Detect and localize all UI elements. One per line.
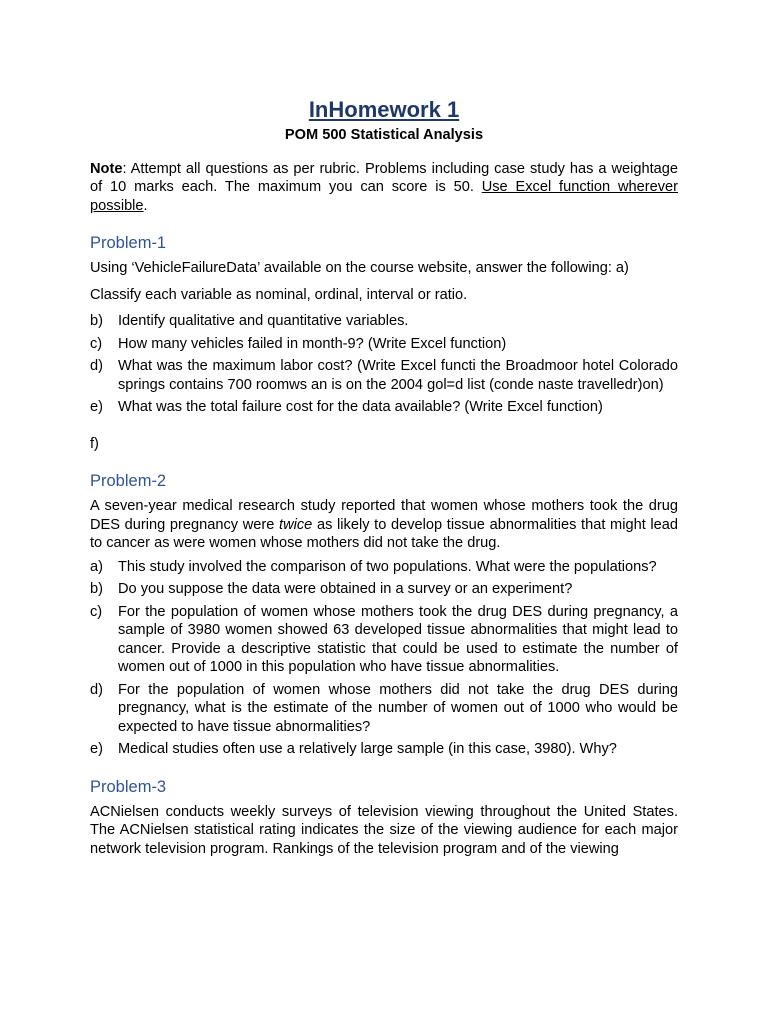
problem-1-item-f: f) (90, 435, 99, 452)
list-item: d) What was the maximum labor cost? (Write Excel functi the Broadmoor hotel Colorado springs contains 700 roomws an is on the 2004 gol=d list (conde naste travelledr)on) (90, 358, 678, 393)
note-label: Note (90, 160, 123, 177)
list-item: c) How many vehicles failed in month-9? (Write Excel function) (90, 335, 507, 352)
list-item: a) This study involved the comparison of two populations. What were the populations? (90, 558, 657, 575)
problem-1-list (90, 312, 678, 417)
list-item: e) Medical studies often use a relatively large sample (in this case, 3980). Why? (90, 741, 617, 757)
list-item: d) For the population of women whose mothers did not take the drug DES during pregnancy, what is the estimate of the number of women out of 1000 who would be expected to have tissue abnormalities? (90, 681, 678, 735)
problem-2-list (90, 558, 678, 759)
list-item: e) What was the total failure cost for the data available? (Write Excel function) (90, 399, 603, 415)
problem-3-intro: ACNielsen conducts weekly surveys of television viewing throughout the United States. The ACNielsen statistical rating indicates the size of the viewing audience for each major network television program. Rankings of the television program and of the viewing (90, 803, 678, 857)
list-item: b) Do you suppose the data were obtained in a survey or an experiment? (90, 581, 573, 597)
note-excel-link: Use Excel function wherever (481, 179, 678, 195)
list-item: b) Identify qualitative and quantitative variables. (90, 313, 409, 329)
problem-1-item-a: Classify each variable as nominal, ordinal, interval or ratio. (90, 286, 468, 303)
note-text: : Attempt all questions as per rubric. Problems including case study has a weightage of 10 marks each. The maximum you can score is 50. (90, 160, 678, 195)
note-paragraph: Note: Attempt all questions as per rubric. Problems including case study has a weightage of 10 marks each. The maximum you can score is 50. Use Excel function wherever possible. (90, 160, 678, 214)
list-item: c) For the population of women whose mothers took the drug DES during pregnancy, a sample of 3980 women showed 63 developed tissue abnormalities that might lead to cancer. Provide a descriptive statistic that could be used to estimate the number of women out of 1000 in this population who have tissue abnormalities. (90, 603, 678, 675)
note-possible-link: possible (90, 197, 144, 214)
document-subtitle: POM 500 Statistical Analysis (284, 127, 484, 143)
problem-2-heading: Problem-2 (90, 472, 167, 490)
problem-2-intro: A seven-year medical research study reported that women whose mothers took the drug DES during pregnancy were twice as likely to develop tissue abnormalities that might lead to cancer as were women whose mothers did not take the drug. (90, 498, 679, 551)
document-page (90, 96, 678, 858)
document-title: InHomework 1 (308, 97, 460, 122)
problem-3-heading: Problem-3 (90, 777, 167, 796)
problem-1-intro: Using ‘VehicleFailureData’ available on the course website, answer the following: a) (90, 260, 629, 276)
problem-1-heading: Problem-1 (90, 234, 167, 252)
